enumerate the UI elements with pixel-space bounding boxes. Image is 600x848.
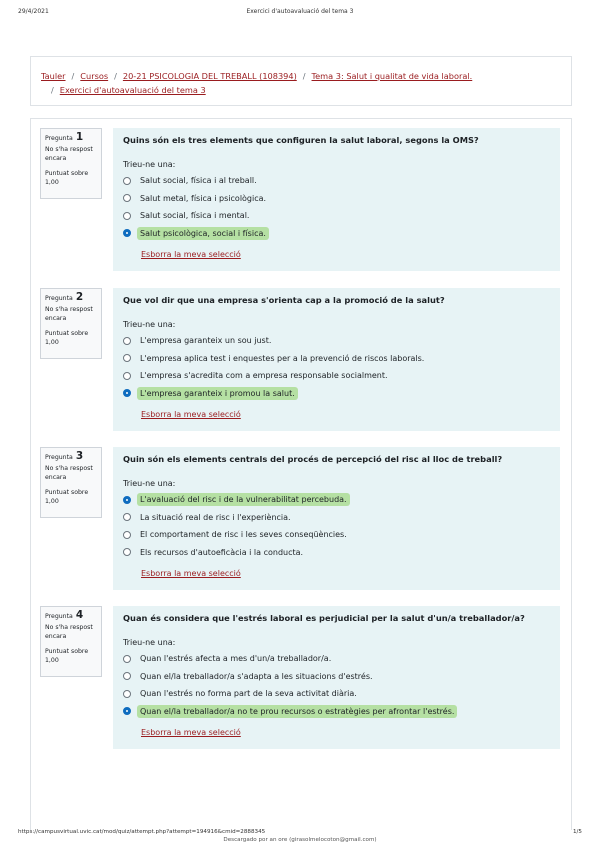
- answer-option[interactable]: [123, 332, 550, 350]
- question-label: Pregunta: [45, 135, 73, 142]
- print-header: [18, 8, 582, 18]
- print-footer: [18, 829, 582, 845]
- answer-label[interactable]: La situació real de risc i l'experiència.: [140, 512, 291, 522]
- radio-button[interactable]: [123, 548, 131, 556]
- question-number: 2: [75, 291, 84, 303]
- answer-option[interactable]: [123, 350, 550, 368]
- clear-selection-link[interactable]: Esborra la meva selecció: [141, 569, 241, 578]
- radio-button[interactable]: [123, 212, 131, 220]
- question-info: [40, 447, 102, 518]
- answer-label[interactable]: El comportament de risc i les seves conseqüències.: [140, 530, 347, 540]
- answer-label[interactable]: Salut social, física i al treball.: [140, 176, 257, 186]
- question-content: [113, 606, 560, 749]
- breadcrumb-separator: /: [302, 71, 306, 81]
- question-grade: Puntuat sobre 1,00: [45, 489, 89, 505]
- breadcrumb-link-quiz[interactable]: Exercici d'autoavaluació del tema 3: [59, 85, 206, 95]
- clear-selection-link[interactable]: Esborra la meva selecció: [141, 728, 241, 737]
- answer-label[interactable]: Quan l'estrés afecta a mes d'un/a treballador/a.: [140, 654, 332, 664]
- answer-label[interactable]: Quan l'estrés no forma part de la seva activitat diària.: [140, 689, 357, 699]
- answer-option[interactable]: [123, 685, 550, 703]
- breadcrumb-link-courses[interactable]: Cursos: [80, 71, 109, 81]
- question-3: [40, 447, 560, 592]
- question-4: [40, 606, 560, 751]
- radio-button[interactable]: [123, 707, 131, 715]
- breadcrumb-separator: /: [71, 71, 75, 81]
- question-number: 1: [75, 131, 84, 143]
- answer-prompt: Trieu-ne una:: [123, 638, 176, 647]
- breadcrumb-link-dashboard[interactable]: Tauler: [41, 71, 66, 81]
- question-label: Pregunta: [45, 454, 73, 461]
- question-1: [40, 128, 560, 273]
- answer-label[interactable]: L'empresa aplica test i enquestes per a la prevenció de riscos laborals.: [140, 353, 425, 363]
- question-grade: Puntuat sobre 1,00: [45, 330, 89, 346]
- answer-option[interactable]: [123, 526, 550, 544]
- print-url: https://campusvirtual.uvic.cat/mod/quiz/attempt.php?attempt=194916&cmid=2888345: [18, 829, 266, 835]
- question-grade: Puntuat sobre 1,00: [45, 170, 89, 186]
- answer-label[interactable]: L'empresa garanteix i promou la salut.: [137, 387, 298, 400]
- question-content: [113, 128, 560, 271]
- question-info: [40, 606, 102, 677]
- radio-button[interactable]: [123, 531, 131, 539]
- answer-option[interactable]: [123, 509, 550, 527]
- answer-label[interactable]: L'empresa garanteix un sou just.: [140, 336, 272, 346]
- answer-prompt: Trieu-ne una:: [123, 479, 176, 488]
- answer-option[interactable]: [123, 491, 550, 509]
- print-page-number: 1/5: [572, 829, 582, 835]
- breadcrumb: [30, 56, 572, 106]
- question-label: Pregunta: [45, 613, 73, 620]
- radio-button[interactable]: [123, 229, 131, 237]
- breadcrumb-link-topic[interactable]: Tema 3: Salut i qualitat de vida laboral.: [311, 71, 473, 81]
- question-state: No s'ha respost encara: [45, 146, 93, 162]
- question-text: Quan és considera que l'estrés laboral es perjudicial per la salut d'un/a treballador/a?: [123, 613, 525, 623]
- radio-button[interactable]: [123, 513, 131, 521]
- radio-button[interactable]: [123, 372, 131, 380]
- question-number: 3: [75, 450, 84, 462]
- breadcrumb-link-course[interactable]: 20-21 PSICOLOGIA DEL TREBALL (108394): [122, 71, 297, 81]
- download-note: Descargado por an ore (girasolmelocoton@gmail.com): [223, 837, 377, 843]
- radio-button[interactable]: [123, 177, 131, 185]
- question-grade: Puntuat sobre 1,00: [45, 648, 89, 664]
- answer-label[interactable]: Els recursos d'autoeficàcia i la conducta.: [140, 547, 304, 557]
- radio-button[interactable]: [123, 389, 131, 397]
- print-date: 29/4/2021: [18, 8, 49, 15]
- answer-option[interactable]: [123, 703, 550, 721]
- answer-label[interactable]: Salut metal, física i psicològica.: [140, 193, 267, 203]
- radio-button[interactable]: [123, 496, 131, 504]
- answer-option[interactable]: [123, 225, 550, 243]
- clear-selection-link[interactable]: Esborra la meva selecció: [141, 410, 241, 419]
- question-content: [113, 288, 560, 431]
- answer-option[interactable]: [123, 190, 550, 208]
- radio-button[interactable]: [123, 655, 131, 663]
- question-state: No s'ha respost encara: [45, 465, 93, 481]
- answer-prompt: Trieu-ne una:: [123, 160, 176, 169]
- answer-label[interactable]: Quan el/la treballador/a no te prou recursos o estratègies per afrontar l'estrés.: [137, 705, 457, 718]
- answer-prompt: Trieu-ne una:: [123, 320, 176, 329]
- question-info: [40, 288, 102, 359]
- breadcrumb-separator: /: [114, 71, 117, 81]
- radio-button[interactable]: [123, 337, 131, 345]
- radio-button[interactable]: [123, 672, 131, 680]
- radio-button[interactable]: [123, 354, 131, 362]
- question-label: Pregunta: [45, 295, 73, 302]
- answer-option[interactable]: [123, 650, 550, 668]
- question-text: Quins són els tres elements que configuren la salut laboral, segons la OMS?: [123, 135, 479, 145]
- answer-option[interactable]: [123, 207, 550, 225]
- question-state: No s'ha respost encara: [45, 624, 93, 640]
- question-content: [113, 447, 560, 590]
- answer-option[interactable]: [123, 385, 550, 403]
- answer-label[interactable]: L'empresa s'acredita com a empresa responsable socialment.: [140, 371, 388, 381]
- question-state: No s'ha respost encara: [45, 306, 93, 322]
- radio-button[interactable]: [123, 194, 131, 202]
- question-text: Que vol dir que una empresa s'orienta cap a la promoció de la salut?: [123, 295, 445, 305]
- answer-option[interactable]: [123, 544, 550, 562]
- question-2: [40, 288, 560, 433]
- answer-label[interactable]: Salut social, física i mental.: [140, 211, 250, 221]
- answer-option[interactable]: [123, 367, 550, 385]
- answer-option[interactable]: [123, 172, 550, 190]
- answer-label[interactable]: Salut psicològica, social i física.: [137, 227, 269, 240]
- breadcrumb-separator: /: [51, 85, 54, 95]
- question-text: Quin són els elements centrals del procés de percepció del risc al lloc de treball?: [123, 454, 503, 464]
- clear-selection-link[interactable]: Esborra la meva selecció: [141, 250, 241, 259]
- radio-button[interactable]: [123, 690, 131, 698]
- print-doc-title: Exercici d'autoavaluació del tema 3: [246, 8, 354, 15]
- question-info: [40, 128, 102, 199]
- question-number: 4: [75, 609, 84, 621]
- answer-label[interactable]: Quan el/la treballador/a s'adapta a les situacions d'estrés.: [140, 671, 373, 681]
- answer-option[interactable]: [123, 668, 550, 686]
- answer-label[interactable]: L'avaluació del risc i de la vulnerabilitat percebuda.: [137, 493, 350, 506]
